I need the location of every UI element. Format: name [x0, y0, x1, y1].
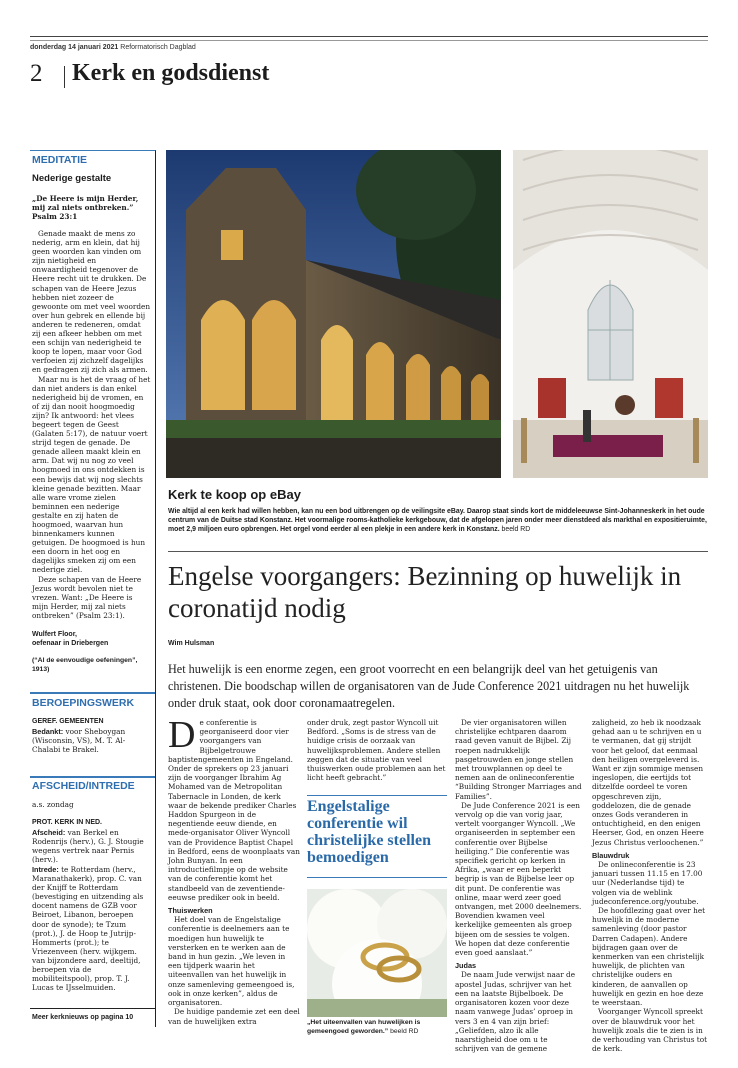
meditatie-author-role: oefenaar in Driebergen: [32, 640, 109, 647]
beroepingswerk-sub: GEREF. GEMEENTEN: [32, 718, 104, 725]
subheading: Blauwdruk: [592, 850, 630, 860]
article-byline: Wim Hulsman: [168, 640, 215, 647]
meditatie-paragraph: Maar nu is het de vraag of het dan niet anders is dan enkel nederigheid bij de vromen, en of zij dan nooit hoogmoedig zijn? Ik antwoord: het vlees begeert tegen de Geest (Galaten 5:17), de natuur voert strijd tegen de genade. De genade alleen maakt klein en arm. Dat wij nu nog zo veel hoogmoed in ons ontdekken is een bewijs dat wij nog slechts kleine genade bezitten. Maar alle ware vrome zielen beminnen een nederige gestalte en zij haten de hoogmoed, waarvan hun binnenkamers kunnen getuigen. De hoogmoed is hun een doorn in het oog en dagelijks smeken zij om een nederige ziel.: [32, 374, 151, 575]
header-date: donderdag 14 januari 2021: [30, 44, 119, 51]
drop-cap: D: [168, 714, 196, 756]
beroepingswerk-label: Bedankt:: [32, 727, 64, 736]
quote-rule: [307, 877, 447, 878]
beroepingswerk-text: Bedankt: voor Sheboygan (Wisconsin, VS), M. T. Al-Chalabi te Brakel.: [32, 727, 126, 755]
article-column-2: onder druk, zegt pastor Wyncoll uit Bedford. „Soms is de stress van de huidige crisis de oorzaak van huwelijksproblemen. Andere stellen zeggen dat de situatie van veel thuiswerken oude problemen aan het licht heeft gebracht.”: [307, 718, 446, 783]
top-rule-thin: [30, 40, 708, 41]
meditatie-verse: „De Heere is mijn Herder, mij zal niets ontbreken.”: [32, 194, 139, 213]
article-lead: Het huwelijk is een enorme zegen, een groot voorrecht en een belangrijk deel van het getuigenis van christenen. Die boodschap willen de organisatoren van de Jude Conference 2021 uitdragen nu het huwelijk onder druk staat, ook door coronamaatregelen.: [168, 662, 690, 710]
ring-photo-credit: beeld RD: [390, 1027, 419, 1035]
section-title: Kerk en godsdienst: [72, 60, 270, 86]
pull-quote: Engelstalige conferentie wil christelijke stellen bemoedigen: [307, 798, 431, 866]
photo-credit: beeld RD: [501, 526, 531, 533]
intrede-label: Intrede:: [32, 865, 59, 874]
page-header: [30, 44, 196, 51]
meditatie-source: (“Al de eenvoudige oefeningen”, 1913): [32, 657, 138, 674]
meditatie-verse-ref: Psalm 23:1: [32, 212, 78, 221]
photo-caption-title: Kerk te koop op eBay: [168, 487, 301, 502]
afscheid-label: Afscheid:: [32, 828, 66, 837]
article-column-1: D e conferentie is georganiseerd door vier voorgangers van Bijbelgetrouwe baptistengemeenten in Engeland. Onder de sprekers op 23 januari zijn de voorganger Ibrahim Ag Mohamed van de Metropolitan Tabernacle in Londen, de kerk waar de bekende prediker Charles Haddon Spurgeon in de negentiende eeuw diende, en mede-organisator Oliver Wyncoll van de Providence Baptist Chapel in Bedford, eens de woonplaats van John Bunyan. In een introductiefilmpje op de website van de conferentie komt het standbeeld van de zeventiende-eeuwse prediker ook in beeld. Thuiswerken Het doel van de Engelstalige conferentie is deelnemers aan te moedigen hun huwelijk te versterken en te werken aan de band in hun gezin. „We leven in een tijdperk waarin het uiteenvallen van het huwelijk in onze samenleving gemeengoed is, ook in onze kerken”, aldus de organisatoren. De huidige pandemie zet een deel van de huwelijken extra: [168, 714, 300, 1026]
afscheid-heading: AFSCHEID/INTREDE: [32, 780, 135, 792]
meditatie-title: Nederige gestalte: [32, 173, 112, 184]
beroepingswerk-heading: BEROEPINGSWERK: [32, 697, 135, 709]
photo-caption: Wie altijd al een kerk had willen hebben, kan nu een bod uitbrengen op de veilingsite eBay. Daarop staat sinds kort de middeleeuwse Sint-Johanneskerk in het oude centrum van de Duitse stad Konstanz. Het voormalige rooms-katholieke kerkgebouw, dat de afgelopen jaren onder meer dienstdeed als markthal en expositieruimte, moet 2,9 miljoen euro opbrengen. Het orgel vond eerder al een plekje in een andere kerk in Konstanz. beeld RD: [168, 508, 707, 533]
meditatie-paragraph: Deze schapen van de Heere Jezus wordt bevolen niet te vrezen. Want: „De Heere is mijn Herder, mij zal niets ontbreken” (Psalm 23:1).: [32, 574, 142, 620]
wedding-rings-photo: [307, 889, 447, 1017]
meditatie-heading: MEDITATIE: [32, 154, 88, 166]
meditatie-author: Wulfert Floor,: [32, 631, 77, 638]
header-paper: Reformatorisch Dagblad: [120, 44, 196, 51]
afscheid-text: Afscheid: van Berkel en Rodenrijs (herv.), G. J. Stougie wegens vertrek naar Pernis (herv.).: [32, 828, 144, 865]
afscheid-church: PROT. KERK IN NED.: [32, 819, 103, 826]
quote-rule: [307, 795, 447, 796]
page-number: 2: [30, 60, 43, 87]
ring-photo-caption: „Het uiteenvallen van huwelijken is gemeengoed geworden.” beeld RD: [307, 1019, 421, 1035]
subheading: Thuiswerken: [168, 906, 213, 916]
top-rule: [30, 36, 708, 37]
article-column-4: zaligheid, zo heb ik noodzaak gehad aan u te schrijven en u te vermanen, dat gij strijdt voor het geloof, dat eenmaal den heiligen overgeleverd is. Want er zijn sommige mensen ingeslopen, die eertijds tot ditzelfde oordeel te voren opgeschreven zijn, goddelozen, die de genade onzes Gods veranderen in ontuchtigheid, en den enigen Heerser, God, en onzen Heere Jezus Christus verloochenen.” Blauwdruk De onlineconferentie is 23 januari tussen 11.15 en 17.00 uur (Nederlandse tijd) te volgen via de weblink judeconference.org/youtube. De hoofdlezing gaat over het huwelijk in de moderne samenleving (door pastor Darren Cadapen). Andere bijdragen gaan over de kenmerken van een christelijk huwelijk, de plichten van christelijke ouders en kinderen, de aanvallen op huwelijk en gezin en hoe deze te weerstaan. Voorganger Wyncoll spreekt over de blauwdruk voor het huwelijk zoals die te zien is in de verhouding van Christus tot de kerk.: [592, 718, 708, 1054]
sidebar-divider: [30, 692, 155, 694]
sidebar-divider: [30, 1008, 155, 1009]
church-interior-photo: [513, 150, 708, 478]
intrede-text: Intrede: te Rotterdam (herv., Maranathakerk), prop. C. van der Knijff te Rotterdam (bevestiging en uitzending als docent namens de GZB voor Beiroet, Libanon, beroepen door de synode); te Tzum (prot.), J. de Hoop te Jutrijp-Hommerts (prot.); te Vriezenveen (herv. wijkgem. van bijzondere aard, deeltijd, beroepen via de mobiliteitspool), prop. T. J. Lucas te IJsselmuiden.: [32, 865, 144, 993]
article-column-3: De vier organisatoren willen christelijke echtparen daarom raad geven vanuit de Bijbel. Zij roepen nadrukkelijk pasgetrouwden en jonge stellen met trouwplannen op deel te nemen aan de onlineconferentie “Building Stronger Marriages and Families”. De Jude Conference 2021 is een vervolg op die van vorig jaar, vertelt voorganger Wyncoll. „We organiseerden in september een conferentie over Bijbelse heiliging.” Die conferentie was specifiek gericht op kerken in Afrika, „waar er een beperkt begrip is van de Bijbelse leer op dit punt. De conferentie was online, maar werd zeer goed ontvangen, met 2000 deelnemers. Bovendien kwamen veel kerkelijke gemeenten als groep bijeen om de sessies te volgen. We hopen dat deze conferentie even goed aanslaat.” Judas De naam Jude verwijst naar de apostel Judas, schrijver van het een na laatste Bijbelboek. De organisatoren kozen voor deze naam vanwege Judas’ oproep in vers 3 en 4 van zijn brief: „Geliefden, alzo ik alle naarstigheid doe om u te schrijven van de gemene: [455, 718, 582, 1054]
more-news-link[interactable]: Meer kerknieuws op pagina 10: [32, 1014, 134, 1021]
meditatie-paragraph: Genade maakt de mens zo nederig, arm en klein, dat hij geen woorden kan vinden om zijn nietigheid en onwaardigheid tegenover de Heere recht uit te drukken. De schapen van de Heere Jezus hebben niet zozeer de gewoonte om met veel woorden over hun gebrek en ellende bij anderen te redeneren, omdat zij een afkeer hebben om met een schijn van nederigheid te koop te lopen, maar voor God verfoeien zij zichzelf dagelijks en gedragen zij zich als armen.: [32, 229, 151, 375]
article-headline: Engelse voorgangers: Bezinning op huwelijk in coronatijd nodig: [168, 561, 682, 623]
sidebar-divider: [30, 776, 155, 778]
afscheid-date: a.s. zondag: [32, 800, 74, 809]
subheading: Judas: [455, 961, 477, 971]
church-exterior-photo: [166, 150, 501, 478]
header-divider: [64, 66, 65, 88]
article-rule: [168, 551, 708, 552]
meditatie-body: [32, 229, 151, 620]
